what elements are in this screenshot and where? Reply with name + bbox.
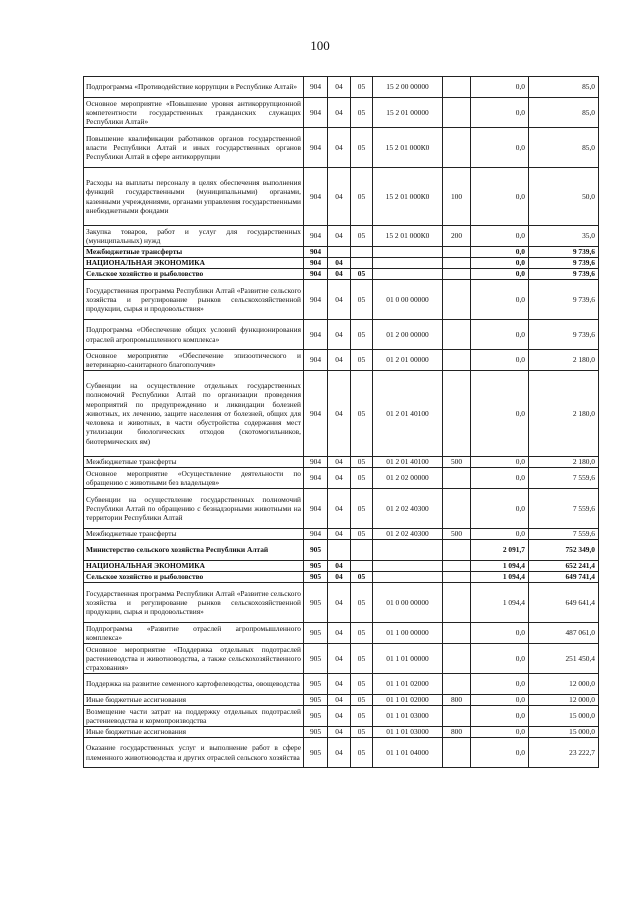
- cell-rz: 04: [328, 583, 351, 623]
- cell-value-2: 2 180,0: [529, 457, 599, 468]
- cell-name: Поддержка на развитие семенного картофелеводства, овощеводства: [84, 674, 304, 695]
- cell-value-1: 0,0: [471, 457, 529, 468]
- cell-ved: 904: [304, 371, 328, 457]
- cell-vr: [443, 674, 471, 695]
- cell-vr: [443, 644, 471, 674]
- cell-vr: [443, 468, 471, 489]
- cell-ved: 904: [304, 226, 328, 247]
- cell-value-1: 2 091,7: [471, 540, 529, 561]
- cell-pr: 05: [351, 529, 373, 540]
- cell-name: Подпрограмма «Развитие отраслей агропромышленного комплекса»: [84, 623, 304, 644]
- cell-name: Иные бюджетные ассигнования: [84, 695, 304, 706]
- cell-name: Основное мероприятие «Поддержка отдельных подотраслей растениеводства и животноводства, а также сельскохозяйственного страхования»: [84, 644, 304, 674]
- cell-value-1: 0,0: [471, 98, 529, 128]
- cell-csr: [373, 269, 443, 280]
- cell-pr: 05: [351, 371, 373, 457]
- cell-csr: 01 0 00 00000: [373, 583, 443, 623]
- cell-vr: [443, 738, 471, 768]
- cell-pr: [351, 258, 373, 269]
- cell-vr: [443, 572, 471, 583]
- cell-pr: 05: [351, 128, 373, 168]
- cell-pr: [351, 561, 373, 572]
- cell-value-1: 0,0: [471, 258, 529, 269]
- cell-rz: 04: [328, 77, 351, 98]
- cell-csr: 01 1 01 03000: [373, 706, 443, 727]
- table-row: [84, 738, 599, 768]
- cell-value-1: 0,0: [471, 674, 529, 695]
- cell-rz: 04: [328, 674, 351, 695]
- cell-rz: 04: [328, 489, 351, 529]
- cell-value-2: 9 739,6: [529, 280, 599, 320]
- cell-name: Основное мероприятие «Осуществление деятельности по обращению с животными без владельцев»: [84, 468, 304, 489]
- cell-ved: 904: [304, 457, 328, 468]
- cell-value-1: 0,0: [471, 727, 529, 738]
- cell-vr: [443, 350, 471, 371]
- cell-vr: 800: [443, 695, 471, 706]
- cell-value-1: 0,0: [471, 77, 529, 98]
- cell-csr: 01 1 01 04000: [373, 738, 443, 768]
- cell-csr: 15 2 01 00000: [373, 98, 443, 128]
- cell-vr: [443, 269, 471, 280]
- cell-vr: [443, 77, 471, 98]
- cell-name: Подпрограмма «Обеспечение общих условий функционирования отраслей агропромышленного комплекса»: [84, 320, 304, 350]
- cell-pr: 05: [351, 226, 373, 247]
- cell-vr: [443, 128, 471, 168]
- cell-name: Основное мероприятие «Обеспечение эпизоотического и ветеринарно-санитарного благополучия»: [84, 350, 304, 371]
- table-row: [84, 572, 599, 583]
- cell-csr: 01 1 01 03000: [373, 727, 443, 738]
- cell-csr: 01 2 02 40300: [373, 489, 443, 529]
- cell-value-1: 0,0: [471, 529, 529, 540]
- cell-pr: 05: [351, 644, 373, 674]
- cell-value-2: 251 450,4: [529, 644, 599, 674]
- cell-rz: 04: [328, 695, 351, 706]
- cell-pr: 05: [351, 706, 373, 727]
- table-row: [84, 583, 599, 623]
- table-row: [84, 258, 599, 269]
- cell-rz: 04: [328, 350, 351, 371]
- cell-ved: 904: [304, 247, 328, 258]
- cell-ved: 904: [304, 98, 328, 128]
- cell-csr: 01 1 01 00000: [373, 644, 443, 674]
- table-row: [84, 727, 599, 738]
- cell-value-2: 2 180,0: [529, 371, 599, 457]
- cell-pr: 05: [351, 168, 373, 226]
- cell-pr: 05: [351, 280, 373, 320]
- cell-ved: 905: [304, 572, 328, 583]
- cell-rz: [328, 247, 351, 258]
- cell-value-2: 85,0: [529, 128, 599, 168]
- table-row: [84, 674, 599, 695]
- table-row: [84, 77, 599, 98]
- cell-pr: 05: [351, 674, 373, 695]
- cell-rz: 04: [328, 280, 351, 320]
- cell-pr: 05: [351, 727, 373, 738]
- cell-csr: 01 0 00 00000: [373, 280, 443, 320]
- cell-ved: 905: [304, 695, 328, 706]
- cell-csr: 01 2 00 00000: [373, 320, 443, 350]
- cell-pr: 05: [351, 738, 373, 768]
- cell-rz: 04: [328, 623, 351, 644]
- cell-value-1: 0,0: [471, 128, 529, 168]
- cell-name: Сельское хозяйство и рыболовство: [84, 269, 304, 280]
- cell-pr: 05: [351, 98, 373, 128]
- cell-value-2: 9 739,6: [529, 269, 599, 280]
- cell-value-2: 12 000,0: [529, 695, 599, 706]
- cell-name: Субвенции на осуществление государственных полномочий Республики Алтай по обращению с безнадзорными животными на территории Республики Алтай: [84, 489, 304, 529]
- cell-value-1: 1 094,4: [471, 572, 529, 583]
- cell-value-1: 0,0: [471, 226, 529, 247]
- cell-vr: [443, 280, 471, 320]
- table-row: [84, 371, 599, 457]
- cell-csr: 15 2 01 000К0: [373, 168, 443, 226]
- table-row: [84, 489, 599, 529]
- table-row: [84, 644, 599, 674]
- cell-csr: 01 2 01 40100: [373, 371, 443, 457]
- cell-name: Государственная программа Республики Алтай «Развитие сельского хозяйства и регулирование рынков сельскохозяйственной продукции, сырья и продовольствия»: [84, 280, 304, 320]
- cell-rz: 04: [328, 738, 351, 768]
- cell-ved: 904: [304, 77, 328, 98]
- cell-value-1: 0,0: [471, 168, 529, 226]
- cell-rz: 04: [328, 320, 351, 350]
- cell-rz: 04: [328, 561, 351, 572]
- cell-vr: [443, 561, 471, 572]
- cell-value-1: 0,0: [471, 644, 529, 674]
- cell-vr: [443, 706, 471, 727]
- cell-ved: 904: [304, 320, 328, 350]
- cell-vr: 100: [443, 168, 471, 226]
- table-row: [84, 280, 599, 320]
- cell-ved: 905: [304, 706, 328, 727]
- cell-name: Государственная программа Республики Алтай «Развитие сельского хозяйства и регулирование рынков сельскохозяйственной продукции, сырья и продовольствия»: [84, 583, 304, 623]
- cell-name: Основное мероприятие «Повышение уровня антикоррупционной компетентности государственных гражданских служащих Республики Алтай»: [84, 98, 304, 128]
- cell-rz: [328, 540, 351, 561]
- cell-csr: 01 2 01 00000: [373, 350, 443, 371]
- cell-pr: [351, 540, 373, 561]
- cell-csr: [373, 258, 443, 269]
- cell-ved: 904: [304, 280, 328, 320]
- cell-value-2: 35,0: [529, 226, 599, 247]
- cell-ved: 905: [304, 623, 328, 644]
- table-row: [84, 350, 599, 371]
- cell-pr: 05: [351, 695, 373, 706]
- table-row: [84, 706, 599, 727]
- cell-vr: [443, 489, 471, 529]
- cell-value-2: 2 180,0: [529, 350, 599, 371]
- budget-table: [83, 76, 599, 768]
- table-row: [84, 695, 599, 706]
- table-row: [84, 269, 599, 280]
- table-row: [84, 540, 599, 561]
- cell-rz: 04: [328, 226, 351, 247]
- cell-value-1: 0,0: [471, 371, 529, 457]
- cell-name: НАЦИОНАЛЬНАЯ ЭКОНОМИКА: [84, 561, 304, 572]
- cell-name: Субвенции на осуществление отдельных государственных полномочий Республики Алтай по организации проведения мероприятий по предупреждению и ликвидации болезней животных, их лечению, защите населения от болезней, общих для человека и животных, в части обустройства содержания мест утилизации биологических отходов (скотомогильников, биотермических ям): [84, 371, 304, 457]
- cell-name: Межбюджетные трансферты: [84, 457, 304, 468]
- cell-vr: [443, 623, 471, 644]
- cell-vr: 500: [443, 529, 471, 540]
- cell-value-1: 0,0: [471, 280, 529, 320]
- cell-value-1: 0,0: [471, 738, 529, 768]
- cell-rz: 04: [328, 168, 351, 226]
- cell-value-1: 0,0: [471, 269, 529, 280]
- cell-vr: 500: [443, 457, 471, 468]
- cell-ved: 904: [304, 168, 328, 226]
- table-row: [84, 226, 599, 247]
- cell-value-1: 0,0: [471, 468, 529, 489]
- cell-pr: 05: [351, 269, 373, 280]
- cell-csr: 01 2 02 40300: [373, 529, 443, 540]
- cell-value-2: 7 559,6: [529, 468, 599, 489]
- cell-ved: 904: [304, 468, 328, 489]
- cell-name: Иные бюджетные ассигнования: [84, 727, 304, 738]
- cell-value-1: 0,0: [471, 489, 529, 529]
- cell-value-2: 50,0: [529, 168, 599, 226]
- cell-name: Подпрограмма «Противодействие коррупции в Республике Алтай»: [84, 77, 304, 98]
- table-row: [84, 529, 599, 540]
- cell-csr: [373, 540, 443, 561]
- table-row: [84, 168, 599, 226]
- cell-value-1: 0,0: [471, 695, 529, 706]
- cell-value-2: 12 000,0: [529, 674, 599, 695]
- cell-value-2: 23 222,7: [529, 738, 599, 768]
- cell-csr: 01 1 00 00000: [373, 623, 443, 644]
- cell-value-1: 1 094,4: [471, 583, 529, 623]
- cell-ved: 905: [304, 540, 328, 561]
- cell-rz: 04: [328, 706, 351, 727]
- table-row: [84, 128, 599, 168]
- cell-rz: 04: [328, 644, 351, 674]
- cell-ved: 905: [304, 583, 328, 623]
- cell-value-2: 7 559,6: [529, 489, 599, 529]
- cell-pr: 05: [351, 320, 373, 350]
- cell-rz: 04: [328, 572, 351, 583]
- cell-vr: [443, 371, 471, 457]
- table-row: [84, 247, 599, 258]
- cell-vr: [443, 98, 471, 128]
- cell-value-2: 652 241,4: [529, 561, 599, 572]
- cell-rz: 04: [328, 98, 351, 128]
- cell-rz: 04: [328, 727, 351, 738]
- cell-vr: [443, 583, 471, 623]
- cell-pr: 05: [351, 468, 373, 489]
- cell-ved: 905: [304, 738, 328, 768]
- cell-rz: 04: [328, 529, 351, 540]
- table-row: [84, 561, 599, 572]
- cell-rz: 04: [328, 258, 351, 269]
- cell-value-2: 9 739,6: [529, 247, 599, 258]
- cell-csr: [373, 572, 443, 583]
- cell-csr: 15 2 01 000К0: [373, 226, 443, 247]
- cell-value-1: 0,0: [471, 350, 529, 371]
- cell-vr: 200: [443, 226, 471, 247]
- cell-csr: 15 2 00 00000: [373, 77, 443, 98]
- table-row: [84, 623, 599, 644]
- table-row: [84, 98, 599, 128]
- cell-ved: 905: [304, 727, 328, 738]
- cell-ved: 905: [304, 644, 328, 674]
- cell-csr: 01 1 01 02000: [373, 695, 443, 706]
- table-body: [84, 77, 599, 768]
- cell-value-2: 487 061,0: [529, 623, 599, 644]
- cell-vr: [443, 540, 471, 561]
- cell-pr: 05: [351, 489, 373, 529]
- cell-value-2: 85,0: [529, 77, 599, 98]
- cell-name: Сельское хозяйство и рыболовство: [84, 572, 304, 583]
- cell-vr: 800: [443, 727, 471, 738]
- cell-value-2: 9 739,6: [529, 320, 599, 350]
- cell-pr: 05: [351, 350, 373, 371]
- cell-ved: 905: [304, 561, 328, 572]
- cell-name: Расходы на выплаты персоналу в целях обеспечения выполнения функций государственными (муниципальными) органами, казенными учреждениями, органами управления государственными внебюджетными фондами: [84, 168, 304, 226]
- cell-pr: 05: [351, 583, 373, 623]
- cell-ved: 904: [304, 529, 328, 540]
- table-row: [84, 457, 599, 468]
- cell-name: Межбюджетные трансферты: [84, 247, 304, 258]
- table-row: [84, 468, 599, 489]
- cell-ved: 905: [304, 674, 328, 695]
- cell-value-2: 7 559,6: [529, 529, 599, 540]
- cell-value-1: 0,0: [471, 706, 529, 727]
- cell-pr: 05: [351, 457, 373, 468]
- cell-value-2: 752 349,0: [529, 540, 599, 561]
- page-number: 100: [310, 38, 330, 53]
- cell-value-1: 1 094,4: [471, 561, 529, 572]
- cell-value-2: 649 641,4: [529, 583, 599, 623]
- cell-ved: 904: [304, 269, 328, 280]
- cell-csr: 01 2 01 40100: [373, 457, 443, 468]
- cell-value-1: 0,0: [471, 320, 529, 350]
- cell-value-2: 15 000,0: [529, 706, 599, 727]
- cell-csr: 15 2 01 000К0: [373, 128, 443, 168]
- cell-ved: 904: [304, 350, 328, 371]
- cell-rz: 04: [328, 128, 351, 168]
- cell-csr: 01 1 01 02000: [373, 674, 443, 695]
- cell-pr: [351, 247, 373, 258]
- table-row: [84, 320, 599, 350]
- cell-value-2: 85,0: [529, 98, 599, 128]
- cell-csr: [373, 561, 443, 572]
- cell-name: Межбюджетные трансферты: [84, 529, 304, 540]
- cell-csr: [373, 247, 443, 258]
- cell-ved: 904: [304, 489, 328, 529]
- cell-ved: 904: [304, 128, 328, 168]
- cell-pr: 05: [351, 77, 373, 98]
- cell-vr: [443, 320, 471, 350]
- cell-pr: 05: [351, 572, 373, 583]
- cell-rz: 04: [328, 457, 351, 468]
- cell-name: Закупка товаров, работ и услуг для государственных (муниципальных) нужд: [84, 226, 304, 247]
- cell-name: Возмещение части затрат на поддержку отдельных подотраслей растениеводства и кормопроизводства: [84, 706, 304, 727]
- cell-name: Оказание государственных услуг и выполнение работ в сфере племенного животноводства и других отраслей сельского хозяйства: [84, 738, 304, 768]
- cell-name: Повышение квалификации работников органов государственной власти Республики Алтай и иных государственных органов Республики Алтай в сфере антикоррупции: [84, 128, 304, 168]
- cell-vr: [443, 258, 471, 269]
- cell-csr: 01 2 02 00000: [373, 468, 443, 489]
- cell-value-1: 0,0: [471, 247, 529, 258]
- cell-rz: 04: [328, 468, 351, 489]
- cell-name: НАЦИОНАЛЬНАЯ ЭКОНОМИКА: [84, 258, 304, 269]
- cell-value-2: 649 741,4: [529, 572, 599, 583]
- cell-pr: 05: [351, 623, 373, 644]
- cell-vr: [443, 247, 471, 258]
- cell-value-1: 0,0: [471, 623, 529, 644]
- cell-value-2: 9 739,6: [529, 258, 599, 269]
- cell-value-2: 15 000,0: [529, 727, 599, 738]
- cell-rz: 04: [328, 371, 351, 457]
- cell-rz: 04: [328, 269, 351, 280]
- cell-name: Министерство сельского хозяйства Республики Алтай: [84, 540, 304, 561]
- cell-ved: 904: [304, 258, 328, 269]
